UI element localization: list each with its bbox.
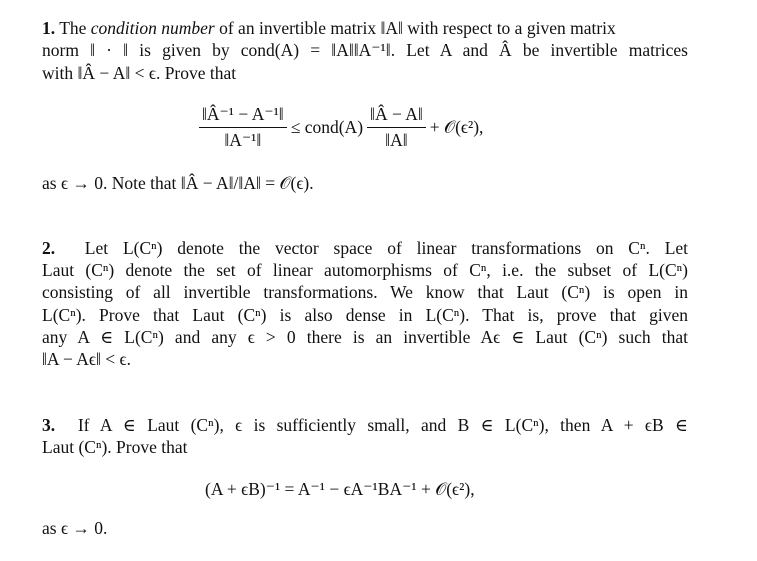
text: The	[59, 18, 91, 38]
emphasis: condition number	[90, 18, 215, 38]
text: of an invertible matrix ‖A‖ with respect to a given matrix	[214, 18, 616, 38]
denominator: ‖A‖	[385, 130, 408, 150]
problem-2-line-5: any A ∈ L(Cⁿ) and any ϵ > 0 there is an invertible Aϵ ∈ Laut (Cⁿ) such that	[42, 327, 688, 347]
problem-number: 2.	[42, 238, 56, 258]
problem-2-line-6: ‖A − Aϵ‖ < ϵ.	[42, 349, 131, 369]
numerator: ‖Â − A‖	[367, 104, 426, 128]
problem-number: 3.	[42, 415, 56, 435]
problem-3-line-2: Laut (Cⁿ). Prove that	[42, 437, 188, 457]
numerator: ‖Â⁻¹ − A⁻¹‖	[199, 104, 287, 128]
eq-text: ≤ cond(A)	[290, 117, 364, 137]
problem-2-line-3: consisting of all invertible transformations. We know that Laut (Cⁿ) is open in	[42, 282, 688, 302]
fraction	[199, 104, 287, 151]
problem-1-after: as ϵ → 0. Note that ‖Â − A‖/‖A‖ = 𝒪(ϵ).	[42, 173, 314, 193]
problem-1-line-1	[42, 17, 688, 39]
problem-1-line-2: norm ‖ · ‖ is given by cond(A) = ‖A‖‖A⁻¹‖. Let A and Â be invertible matrices	[42, 40, 688, 60]
problem-2-line-2: Laut (Cⁿ) denote the set of linear automorphisms of Cⁿ, i.e. the subset of L(Cⁿ)	[42, 260, 688, 280]
problem-2-line-4: L(Cⁿ). Prove that Laut (Cⁿ) is also dense in L(Cⁿ). That is, prove that given	[42, 305, 688, 325]
equation-1	[195, 104, 483, 151]
text: If A ∈ Laut (Cⁿ), ϵ is sufficiently small, and B ∈ L(Cⁿ), then A + ϵB ∈	[77, 415, 688, 435]
problem-2-line-1	[42, 237, 688, 259]
problem-number: 1.	[42, 18, 56, 38]
denominator: ‖A⁻¹‖	[224, 130, 262, 150]
problem-1-line-3: with ‖Â − A‖ < ϵ. Prove that	[42, 63, 237, 83]
text: Let L(Cⁿ) denote the vector space of linear transformations on Cⁿ. Let	[84, 238, 689, 258]
fraction	[367, 104, 426, 151]
problem-3-line-1	[42, 414, 688, 436]
problem-3-after: as ϵ → 0.	[42, 518, 108, 538]
equation-2: (A + ϵB)⁻¹ = A⁻¹ − ϵA⁻¹BA⁻¹ + 𝒪(ϵ²),	[205, 479, 475, 499]
eq-text: + 𝒪(ϵ²),	[429, 117, 484, 137]
